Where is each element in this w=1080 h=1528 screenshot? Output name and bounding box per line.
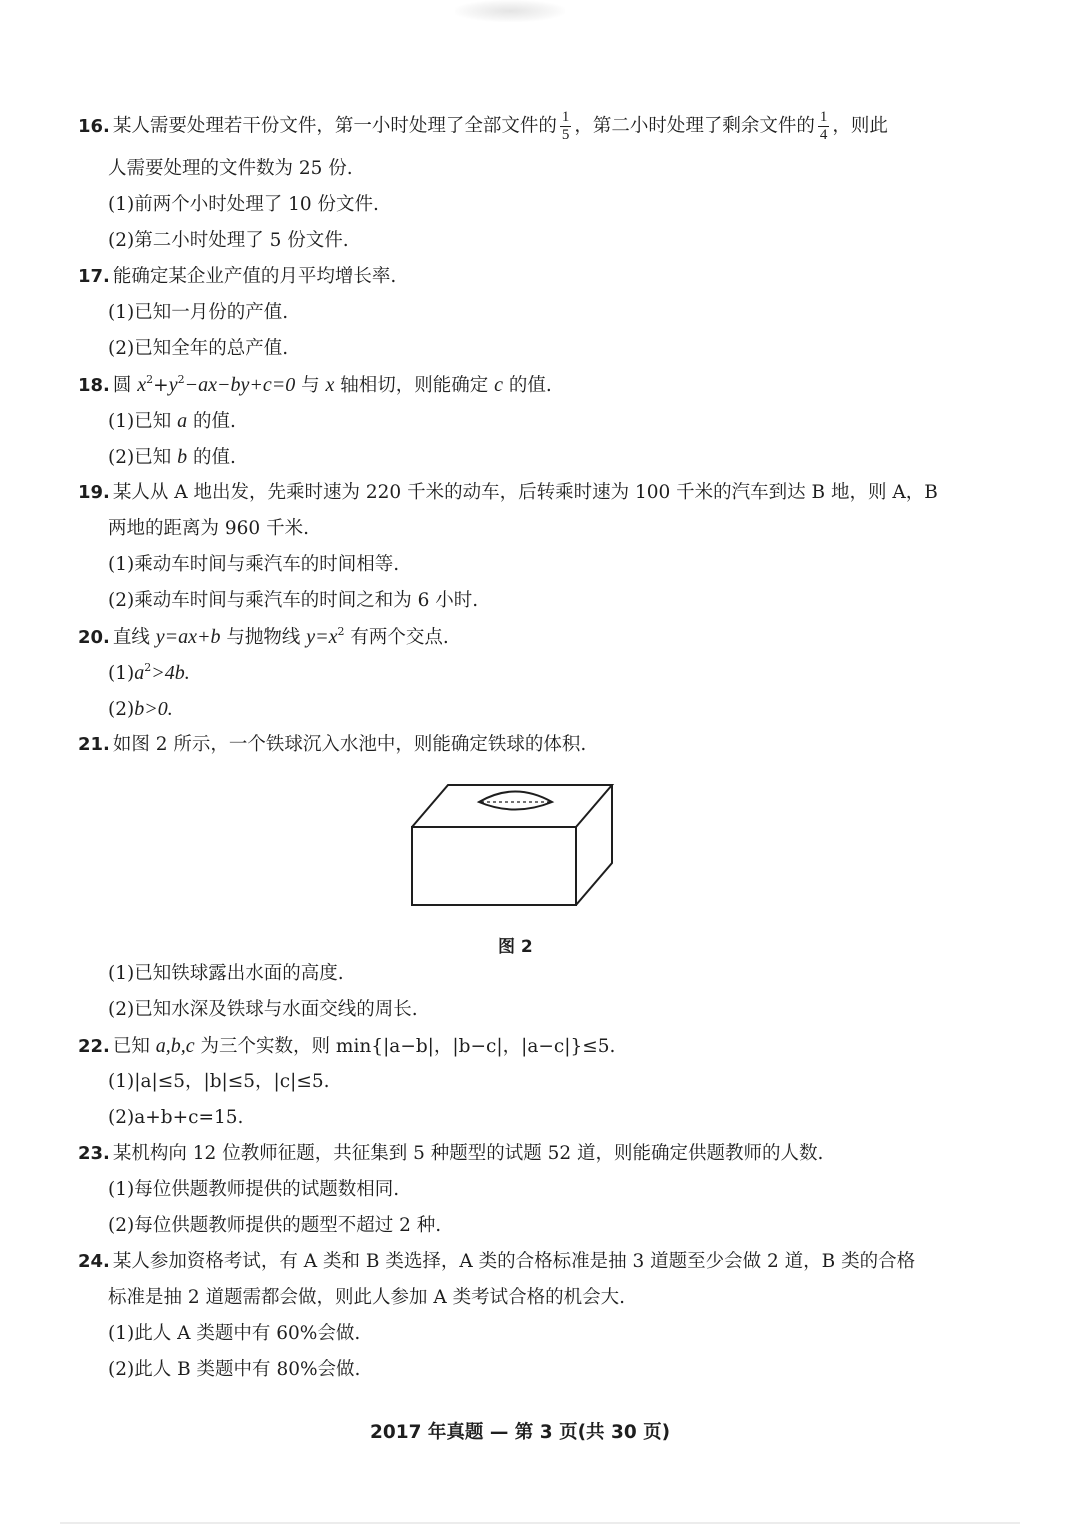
page-footer: 2017 年真题 — 第 3 页(共 30 页) xyxy=(370,1422,671,1443)
question-21-condition-1: (1)已知铁球露出水面的高度. xyxy=(108,963,344,984)
question-24-condition-1: (1)此人 A 类题中有 60%会做. xyxy=(108,1323,361,1344)
question-20-condition-2: (2)b>0. xyxy=(108,698,173,720)
question-18-condition-2: (2)已知 b 的值. xyxy=(108,446,236,468)
question-19-stem: 19. 某人从 A 地出发，先乘时速为 220 千米的动车，后转乘时速为 100 千米的汽车到达 B 地，则 A，B xyxy=(78,482,938,503)
question-19-condition-1: (1)乘动车时间与乘汽车的时间相等. xyxy=(108,554,400,575)
question-24-stem-cont: 标准是抽 2 道题需都会做，则此人参加 A 类考试合格的机会大. xyxy=(108,1287,626,1308)
question-21-stem: 21. 如图 2 所示，一个铁球沉入水池中，则能确定铁球的体积. xyxy=(78,734,587,755)
fraction-one-fourth: $\frac{1}{4}$ xyxy=(819,109,828,143)
ball-cap-outline xyxy=(479,792,552,810)
question-22-condition-2: (2)a+b+c=15. xyxy=(108,1107,244,1128)
question-22-stem: 22. 已知 a,b,c 为三个实数，则 min{|a−b|，|b−c|，|a−c|}≤5. xyxy=(78,1035,616,1057)
scan-edge xyxy=(60,1522,1020,1524)
question-20-condition-1: $(1)a^2>4b$. xyxy=(108,661,190,684)
pool-box-drawing xyxy=(405,778,620,913)
question-19-stem-cont: 两地的距离为 960 千米. xyxy=(108,518,309,539)
question-24-condition-2: (2)此人 B 类题中有 80%会做. xyxy=(108,1359,361,1380)
question-16-condition-2: (2)第二小时处理了 5 份文件. xyxy=(108,230,349,251)
question-number: 16. xyxy=(78,115,110,137)
question-16-stem: 16. 某人需要处理若干份文件，第一小时处理了全部文件的 $\frac{1}{5}$ ，第二小时处理了剩余文件的 $\frac{1}{4}$ ，则此 xyxy=(78,109,888,143)
question-17-condition-2: (2)已知全年的总产值. xyxy=(108,338,289,359)
question-18-condition-1: (1)已知 a 的值. xyxy=(108,410,236,432)
question-22-condition-1: (1)|a|≤5，|b|≤5，|c|≤5. xyxy=(108,1071,330,1092)
box-side-face xyxy=(576,785,612,905)
question-16-stem-cont: 人需要处理的文件数为 25 份. xyxy=(108,158,353,179)
question-23-stem: 23. 某机构向 12 位教师征题，共征集到 5 种题型的试题 52 道，则能确定供题教师的人数. xyxy=(78,1143,824,1164)
scan-smudge xyxy=(455,0,565,22)
question-20-stem: 20. 直线 y=ax+b 与抛物线 $y=x^2$ 有两个交点. xyxy=(78,625,449,648)
question-24-stem: 24. 某人参加资格考试，有 A 类和 B 类选择，A 类的合格标准是抽 3 道题至少会做 2 道，B 类的合格 xyxy=(78,1251,916,1272)
question-23-condition-2: (2)每位供题教师提供的题型不超过 2 种. xyxy=(108,1215,442,1236)
figure-caption: 图 2 xyxy=(498,937,533,957)
question-17-stem: 17. 能确定某企业产值的月平均增长率. xyxy=(78,266,397,287)
question-23-condition-1: (1)每位供题教师提供的试题数相同. xyxy=(108,1179,400,1200)
box-front-face xyxy=(412,827,576,905)
question-17-condition-1: (1)已知一月份的产值. xyxy=(108,302,289,323)
question-16-condition-1: (1)前两个小时处理了 10 份文件. xyxy=(108,194,379,215)
fraction-one-fifth: $\frac{1}{5}$ xyxy=(561,109,570,143)
question-21-condition-2: (2)已知水深及铁球与水面交线的周长. xyxy=(108,999,418,1020)
question-18-stem: 18. 圆 $x^2+y^2-ax-by+c=0$ 与 x 轴相切，则能确定 c 的值. xyxy=(78,373,552,396)
question-19-condition-2: (2)乘动车时间与乘汽车的时间之和为 6 小时. xyxy=(108,590,479,611)
figure-2-pool-diagram xyxy=(405,778,620,917)
